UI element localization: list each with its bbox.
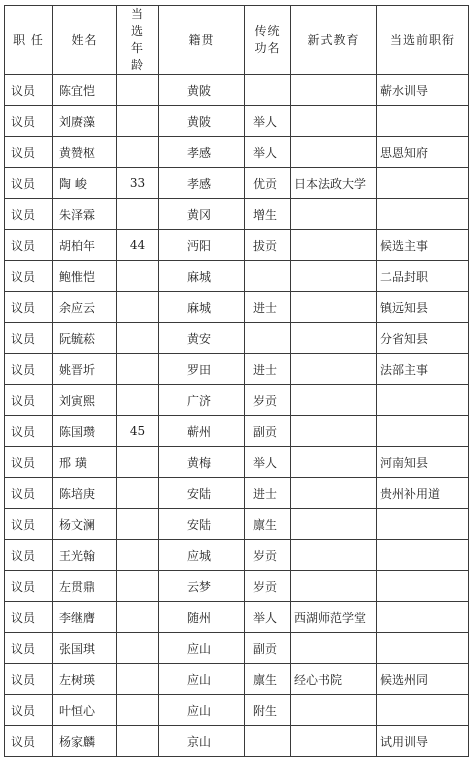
cell-modern-education (291, 509, 377, 540)
cell-traditional-degree: 增生 (245, 199, 291, 230)
cell-position: 议员 (5, 385, 53, 416)
cell-name: 胡柏年 (53, 230, 117, 261)
cell-name: 左贯鼎 (53, 571, 117, 602)
councillor-table (4, 5, 469, 757)
cell-traditional-degree: 廪生 (245, 664, 291, 695)
cell-age (117, 385, 159, 416)
cell-modern-education: 经心书院 (291, 664, 377, 695)
cell-modern-education (291, 261, 377, 292)
cell-age (117, 695, 159, 726)
cell-native-place: 麻城 (159, 261, 245, 292)
cell-age (117, 292, 159, 323)
table-row (5, 602, 469, 633)
header-name: 姓名 (53, 6, 117, 75)
cell-name: 余应云 (53, 292, 117, 323)
cell-traditional-degree: 副贡 (245, 416, 291, 447)
cell-modern-education (291, 695, 377, 726)
header-traditional-degree: 传统功名 (245, 6, 291, 75)
cell-native-place: 广济 (159, 385, 245, 416)
cell-traditional-degree: 附生 (245, 695, 291, 726)
cell-native-place: 京山 (159, 726, 245, 757)
cell-native-place: 孝感 (159, 137, 245, 168)
table-row (5, 509, 469, 540)
cell-modern-education (291, 75, 377, 106)
cell-native-place: 沔阳 (159, 230, 245, 261)
cell-position: 议员 (5, 478, 53, 509)
cell-age: 45 (117, 416, 159, 447)
cell-position: 议员 (5, 75, 53, 106)
cell-age (117, 137, 159, 168)
cell-native-place: 云梦 (159, 571, 245, 602)
cell-modern-education (291, 323, 377, 354)
cell-modern-education (291, 478, 377, 509)
cell-position: 议员 (5, 509, 53, 540)
table-row (5, 633, 469, 664)
table-row (5, 323, 469, 354)
cell-age (117, 261, 159, 292)
cell-traditional-degree: 举人 (245, 137, 291, 168)
cell-previous-title (377, 385, 469, 416)
table-row (5, 354, 469, 385)
cell-name: 阮毓菘 (53, 323, 117, 354)
cell-age (117, 540, 159, 571)
cell-traditional-degree: 副贡 (245, 633, 291, 664)
cell-name: 姚晋圻 (53, 354, 117, 385)
cell-modern-education (291, 726, 377, 757)
header-previous-title: 当选前职衔 (377, 6, 469, 75)
table-row (5, 695, 469, 726)
cell-modern-education (291, 292, 377, 323)
cell-position: 议员 (5, 354, 53, 385)
cell-traditional-degree: 廪生 (245, 509, 291, 540)
cell-age (117, 509, 159, 540)
cell-position: 议员 (5, 230, 53, 261)
cell-native-place: 安陆 (159, 509, 245, 540)
cell-previous-title (377, 540, 469, 571)
cell-position: 议员 (5, 199, 53, 230)
cell-position: 议员 (5, 726, 53, 757)
cell-position: 议员 (5, 633, 53, 664)
cell-previous-title (377, 695, 469, 726)
cell-name: 陈培庚 (53, 478, 117, 509)
cell-traditional-degree: 进士 (245, 354, 291, 385)
cell-native-place: 黄陂 (159, 75, 245, 106)
cell-traditional-degree: 举人 (245, 602, 291, 633)
cell-modern-education: 西湖师范学堂 (291, 602, 377, 633)
cell-native-place: 黄梅 (159, 447, 245, 478)
cell-previous-title: 河南知县 (377, 447, 469, 478)
cell-native-place: 安陆 (159, 478, 245, 509)
cell-traditional-degree: 举人 (245, 447, 291, 478)
cell-age (117, 199, 159, 230)
cell-age (117, 664, 159, 695)
cell-age: 33 (117, 168, 159, 199)
cell-native-place: 应山 (159, 664, 245, 695)
cell-age (117, 75, 159, 106)
cell-position: 议员 (5, 447, 53, 478)
cell-traditional-degree: 举人 (245, 106, 291, 137)
cell-name: 刘寅熙 (53, 385, 117, 416)
cell-native-place: 应城 (159, 540, 245, 571)
cell-previous-title (377, 633, 469, 664)
cell-name: 陈国瓒 (53, 416, 117, 447)
table-row (5, 416, 469, 447)
table-row (5, 106, 469, 137)
cell-modern-education (291, 416, 377, 447)
cell-age (117, 354, 159, 385)
header-modern-education: 新式教育 (291, 6, 377, 75)
cell-age (117, 633, 159, 664)
cell-previous-title (377, 416, 469, 447)
header-age: 当选年龄 (117, 6, 159, 75)
cell-previous-title: 思恩知府 (377, 137, 469, 168)
cell-position: 议员 (5, 602, 53, 633)
cell-position: 议员 (5, 695, 53, 726)
cell-age (117, 726, 159, 757)
cell-position: 议员 (5, 168, 53, 199)
cell-native-place: 黄陂 (159, 106, 245, 137)
cell-name: 叶恒心 (53, 695, 117, 726)
cell-traditional-degree: 岁贡 (245, 385, 291, 416)
cell-native-place: 应山 (159, 695, 245, 726)
cell-age (117, 571, 159, 602)
cell-name: 杨家麟 (53, 726, 117, 757)
cell-position: 议员 (5, 571, 53, 602)
cell-traditional-degree: 进士 (245, 478, 291, 509)
cell-previous-title (377, 168, 469, 199)
cell-modern-education (291, 571, 377, 602)
header-position: 职 任 (5, 6, 53, 75)
cell-modern-education (291, 633, 377, 664)
cell-modern-education (291, 230, 377, 261)
cell-name: 王光翰 (53, 540, 117, 571)
cell-traditional-degree (245, 726, 291, 757)
cell-position: 议员 (5, 292, 53, 323)
cell-previous-title: 候选州同 (377, 664, 469, 695)
cell-previous-title: 候选主事 (377, 230, 469, 261)
cell-age (117, 602, 159, 633)
cell-previous-title: 贵州补用道 (377, 478, 469, 509)
table-row (5, 261, 469, 292)
cell-previous-title: 蕲水训导 (377, 75, 469, 106)
cell-native-place: 孝感 (159, 168, 245, 199)
cell-traditional-degree (245, 323, 291, 354)
cell-previous-title: 镇远知县 (377, 292, 469, 323)
cell-position: 议员 (5, 137, 53, 168)
cell-native-place: 黄安 (159, 323, 245, 354)
cell-name: 刘赓藻 (53, 106, 117, 137)
cell-age (117, 106, 159, 137)
cell-modern-education (291, 199, 377, 230)
header-row (5, 6, 469, 75)
cell-name: 邢 璜 (53, 447, 117, 478)
cell-native-place: 应山 (159, 633, 245, 664)
cell-age (117, 478, 159, 509)
table-row (5, 292, 469, 323)
cell-name: 陈宜恺 (53, 75, 117, 106)
cell-name: 陶 峻 (53, 168, 117, 199)
cell-name: 张国琪 (53, 633, 117, 664)
cell-native-place: 麻城 (159, 292, 245, 323)
cell-position: 议员 (5, 106, 53, 137)
table-row (5, 478, 469, 509)
header-native-place: 籍贯 (159, 6, 245, 75)
cell-traditional-degree: 岁贡 (245, 540, 291, 571)
table-row (5, 571, 469, 602)
cell-modern-education (291, 385, 377, 416)
cell-age: 44 (117, 230, 159, 261)
cell-traditional-degree: 岁贡 (245, 571, 291, 602)
cell-native-place: 蕲州 (159, 416, 245, 447)
table-row (5, 447, 469, 478)
cell-native-place: 黄冈 (159, 199, 245, 230)
cell-native-place: 随州 (159, 602, 245, 633)
cell-traditional-degree: 优贡 (245, 168, 291, 199)
cell-age (117, 447, 159, 478)
cell-previous-title: 分省知县 (377, 323, 469, 354)
cell-traditional-degree (245, 261, 291, 292)
cell-previous-title (377, 199, 469, 230)
cell-previous-title: 试用训导 (377, 726, 469, 757)
cell-name: 李继膺 (53, 602, 117, 633)
cell-name: 朱泽霖 (53, 199, 117, 230)
cell-modern-education (291, 447, 377, 478)
cell-modern-education (291, 540, 377, 571)
cell-modern-education (291, 354, 377, 385)
cell-previous-title (377, 106, 469, 137)
cell-previous-title (377, 571, 469, 602)
cell-position: 议员 (5, 540, 53, 571)
cell-modern-education: 日本法政大学 (291, 168, 377, 199)
cell-traditional-degree: 拔贡 (245, 230, 291, 261)
table-row (5, 199, 469, 230)
cell-name: 鲍惟恺 (53, 261, 117, 292)
cell-position: 议员 (5, 323, 53, 354)
cell-position: 议员 (5, 416, 53, 447)
cell-modern-education (291, 137, 377, 168)
cell-position: 议员 (5, 261, 53, 292)
cell-name: 杨文澜 (53, 509, 117, 540)
cell-age (117, 323, 159, 354)
table-row (5, 168, 469, 199)
cell-traditional-degree (245, 75, 291, 106)
cell-previous-title (377, 602, 469, 633)
cell-native-place: 罗田 (159, 354, 245, 385)
cell-traditional-degree: 进士 (245, 292, 291, 323)
cell-position: 议员 (5, 664, 53, 695)
cell-modern-education (291, 106, 377, 137)
table-row (5, 726, 469, 757)
table-row (5, 540, 469, 571)
cell-name: 黄赞枢 (53, 137, 117, 168)
cell-previous-title (377, 509, 469, 540)
table-row (5, 230, 469, 261)
table-row (5, 664, 469, 695)
cell-name: 左树瑛 (53, 664, 117, 695)
table-row (5, 75, 469, 106)
cell-previous-title: 二品封职 (377, 261, 469, 292)
table-row (5, 137, 469, 168)
cell-previous-title: 法部主事 (377, 354, 469, 385)
table-row (5, 385, 469, 416)
